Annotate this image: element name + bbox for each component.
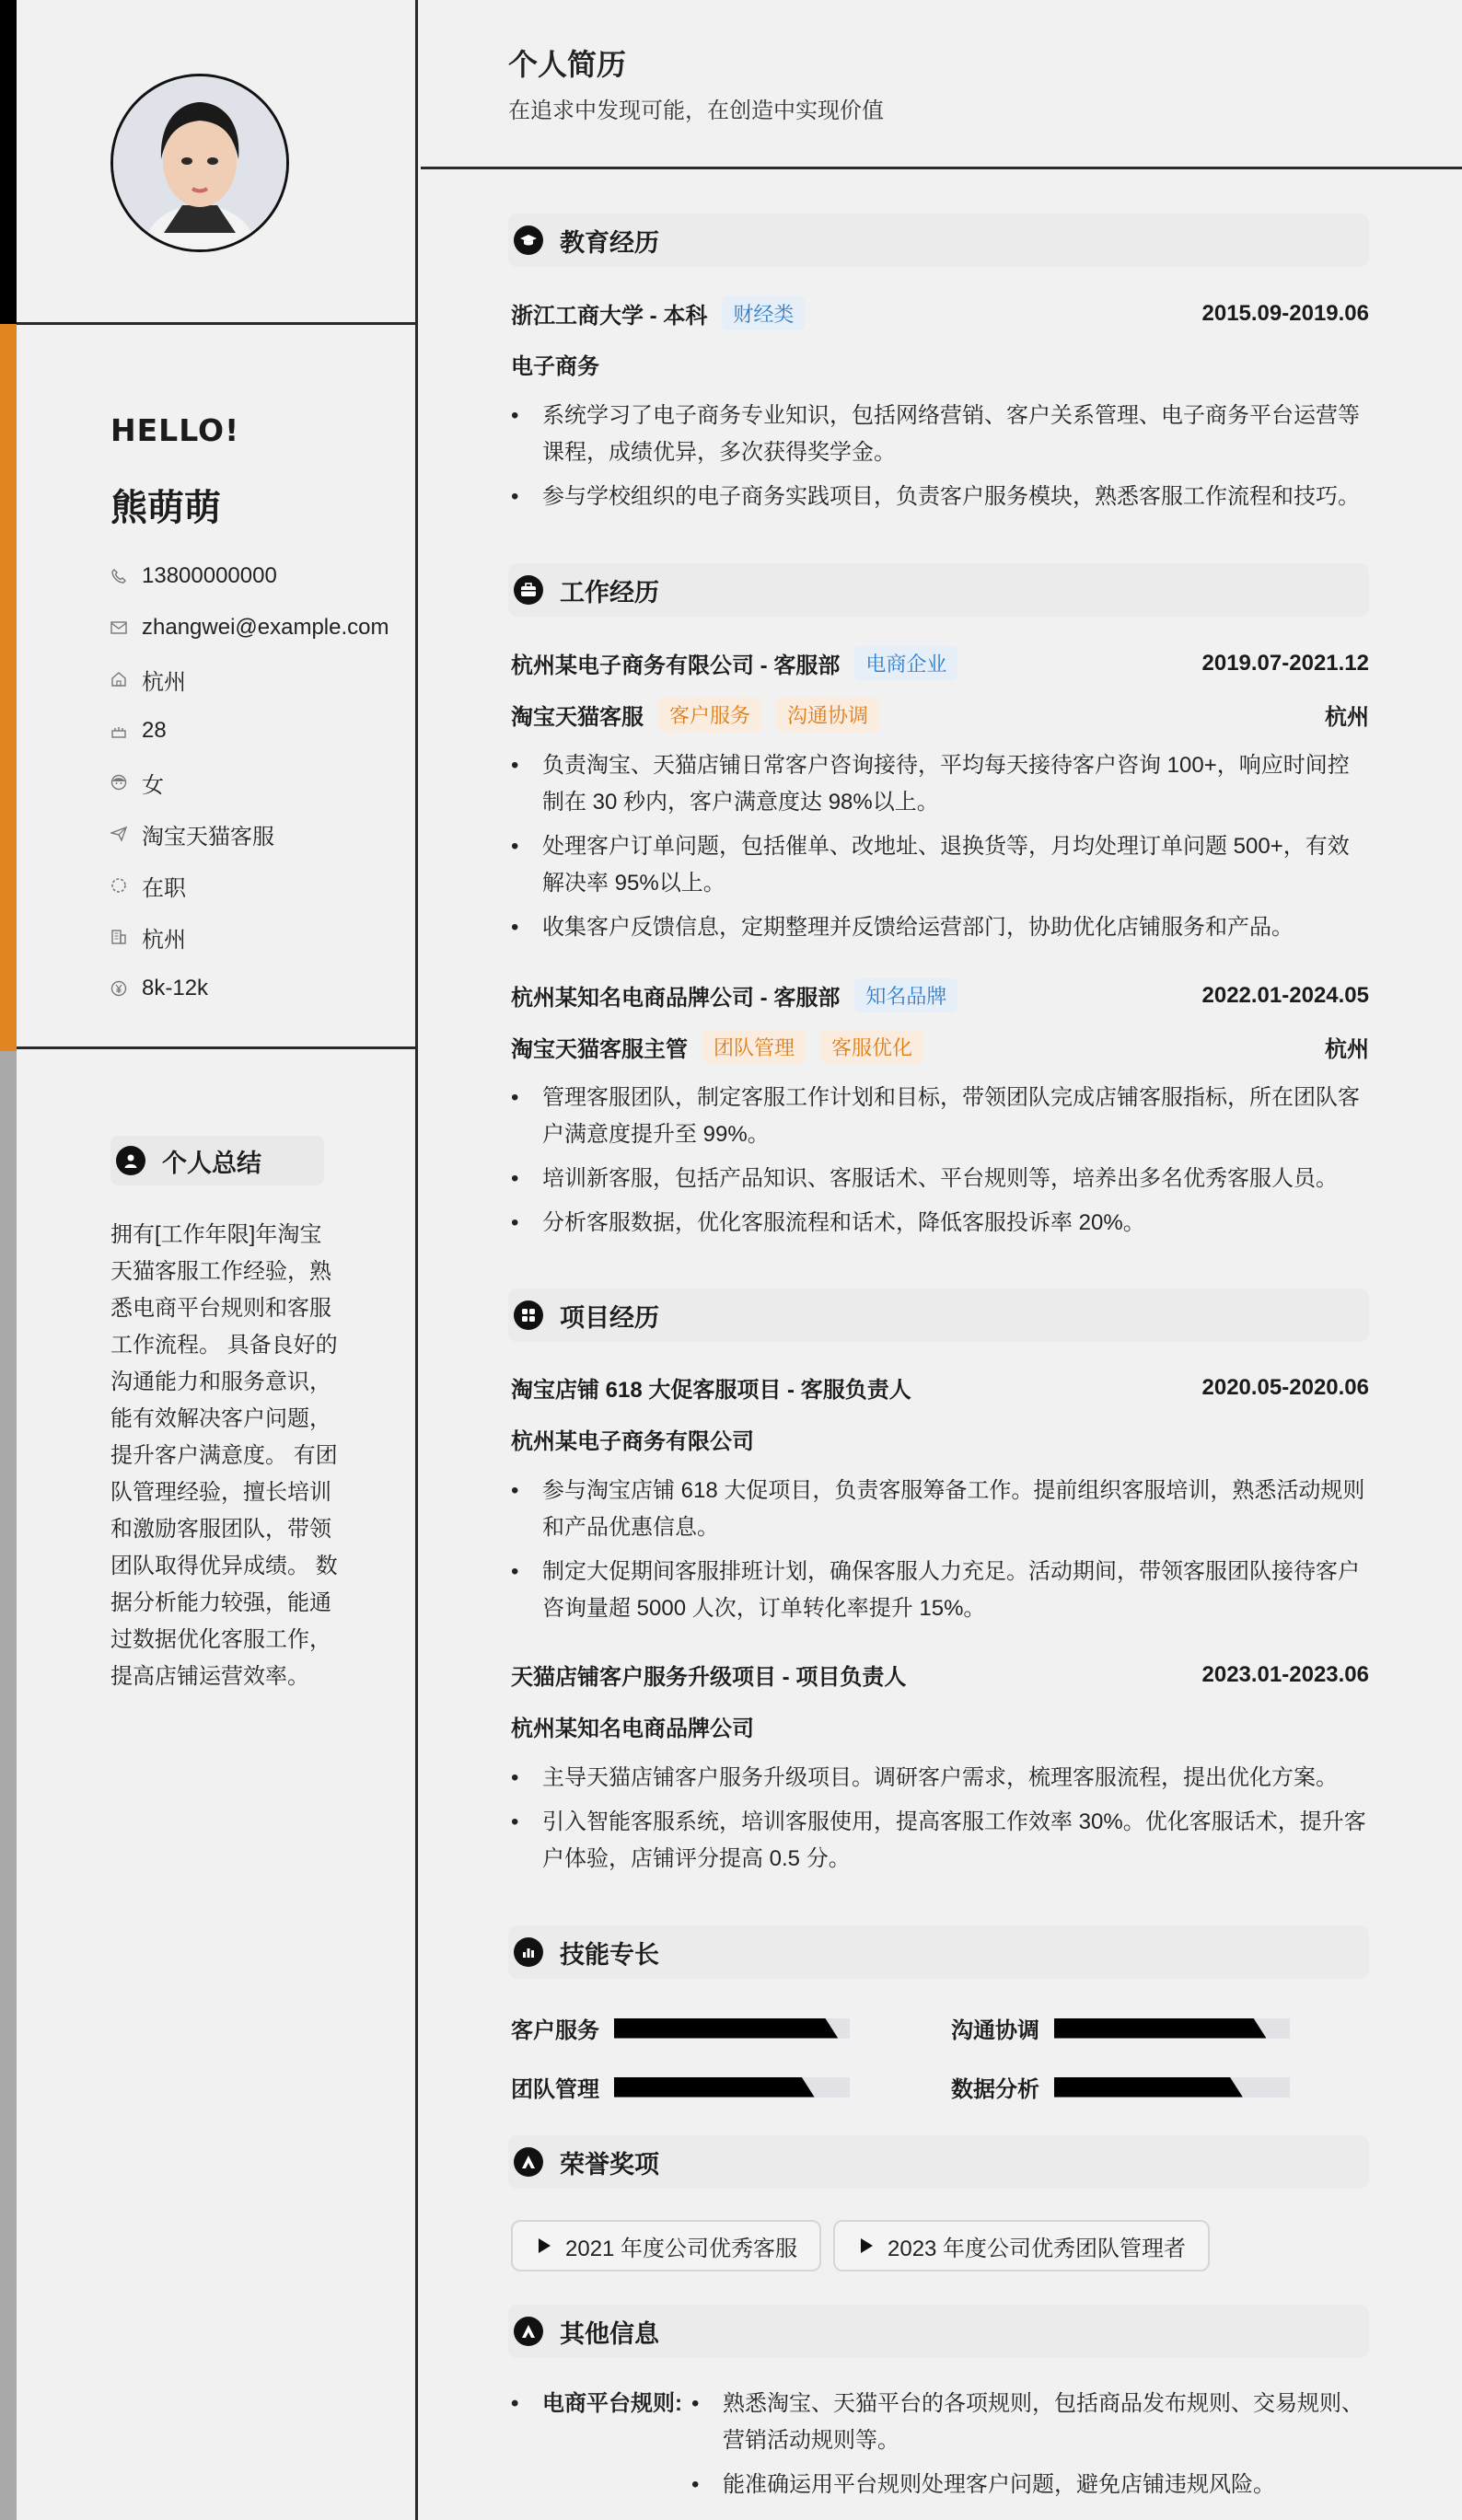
info-gender: [110, 757, 405, 808]
list-item: • 参与学校组织的电子商务实践项目，负责客户服务模块，熟悉客服工作流程和技巧。: [511, 479, 1369, 515]
education-header-row: [511, 296, 1369, 330]
grid-icon: [514, 1300, 543, 1330]
award-icon: [514, 2317, 543, 2346]
mail-icon: [110, 621, 142, 634]
list-item: • 参与淘宝店铺 618 大促项目，负责客服筹备工作。提前组织客服培训，熟悉活动规则和产品优惠信息。: [511, 1473, 1369, 1546]
job-bullets: [511, 1080, 1369, 1249]
gender-text: 女: [142, 772, 164, 798]
award-icon: [514, 2147, 543, 2177]
project-period: 2023.01-2023.06: [1201, 1661, 1369, 1687]
phone-text: 13800000000: [142, 563, 277, 588]
education-heading-text: 教育经历: [560, 228, 659, 257]
education-major: 电子商务: [511, 354, 599, 379]
skill-bar-fill: [614, 2018, 838, 2039]
skill-bar-track: [614, 2077, 850, 2098]
education-major-row: [511, 348, 1369, 380]
city-text: 杭州: [142, 927, 186, 953]
info-home: [110, 653, 405, 705]
home-text: 杭州: [142, 669, 186, 695]
summary-heading: [110, 1136, 324, 1185]
list-item: • 熟悉淘宝、天猫平台的各项规则，包括商品发布规则、交易规则、营销活动规则等。: [691, 2386, 1369, 2459]
skill-name: 客户服务: [511, 2018, 599, 2043]
projects-heading-text: 项目经历: [560, 1303, 659, 1332]
job-city: 杭州: [1325, 1037, 1369, 1062]
list-item: • 负责淘宝、天猫店铺日常客户咨询接待，平均每天接待客户咨询 100+，响应时间控制在 30 秒内，客户满意度达 98%以上。: [511, 747, 1369, 821]
job-bullets: [511, 747, 1369, 954]
project-company: 杭州某电子商务有限公司: [511, 1429, 754, 1454]
awards-heading: [508, 2135, 1369, 2189]
job-skill-tag: 沟通协调: [776, 698, 879, 732]
project-header-row: [511, 1659, 1369, 1691]
job-period: 2019.07-2021.12: [1201, 650, 1369, 676]
projects-heading: [508, 1289, 1369, 1342]
project-company-row: [511, 1423, 1369, 1455]
skill-name: 沟通协调: [951, 2018, 1039, 2043]
other-heading: [508, 2305, 1369, 2358]
job-tag: 电商企业: [854, 646, 957, 680]
skill-item: [951, 2071, 1290, 2103]
job-skill-tag: 团队管理: [702, 1030, 806, 1064]
main-content: [421, 0, 1462, 2520]
project-bullets: [511, 1760, 1369, 1885]
list-item: • 管理客服团队，制定客服工作计划和目标，带领团队完成店铺客服指标，所在团队客户满意度提升至 99%。: [511, 1080, 1369, 1153]
skills-heading-text: 技能专长: [560, 1940, 659, 1969]
other-heading-text: 其他信息: [560, 2319, 659, 2348]
list-item: • 系统学习了电子商务专业知识，包括网络营销、客户关系管理、电子商务平台运营等课程，成绩优异，多次获得奖学金。: [511, 398, 1369, 471]
contact-info-list: [110, 550, 405, 1014]
work-heading: [508, 563, 1369, 617]
job-role-row: [511, 1030, 1369, 1064]
list-item: • 主导天猫店铺客户服务升级项目。调研客户需求，梳理客服流程，提出优化方案。: [511, 1760, 1369, 1797]
salary-text: 8k-12k: [142, 976, 209, 1000]
education-heading: [508, 214, 1369, 267]
send-icon: [110, 826, 142, 842]
project-bullets: [511, 1473, 1369, 1635]
skills-heading: [508, 1925, 1369, 1979]
job-skill-tag: 客服优化: [820, 1030, 923, 1064]
job-tag: 知名品牌: [854, 978, 957, 1012]
info-position: [110, 808, 405, 860]
other-label: • 电商平台规则:: [511, 2386, 682, 2422]
skill-bar-track: [1054, 2077, 1290, 2098]
project-company: 杭州某知名电商品牌公司: [511, 1717, 754, 1741]
job-header-row: [511, 646, 1369, 680]
sidebar-strip-black: [0, 0, 17, 324]
awards-heading-text: 荣誉奖项: [560, 2150, 659, 2179]
sidebar: [0, 0, 418, 2520]
list-item: • 能准确运用平台规则处理客户问题，避免店铺违规风险。: [691, 2467, 1369, 2503]
list-item: • 分析客服数据，优化客服流程和话术，降低客服投诉率 20%。: [511, 1205, 1369, 1242]
sidebar-divider: [17, 1046, 415, 1049]
cake-icon: [110, 722, 142, 739]
avatar: [110, 74, 289, 252]
list-item: • 培训新客服，包括产品知识、客服话术、平台规则等，培养出多名优秀客服人员。: [511, 1161, 1369, 1197]
sidebar-divider: [17, 322, 415, 325]
avatar-portrait: [113, 76, 286, 249]
work-heading-text: 工作经历: [560, 578, 659, 607]
job-city: 杭州: [1325, 705, 1369, 730]
home-icon: [110, 671, 142, 688]
skill-bar-fill: [1054, 2077, 1243, 2098]
info-status: [110, 860, 405, 911]
sidebar-strip-orange: [0, 324, 17, 1051]
skill-bar-track: [1054, 2018, 1290, 2039]
skill-name: 团队管理: [511, 2077, 599, 2102]
page-title: 个人简历: [508, 48, 627, 81]
info-email: [110, 602, 405, 653]
skill-item: [951, 2012, 1290, 2044]
status-text: 在职: [142, 875, 186, 901]
job-company: 杭州某电子商务有限公司 - 客服部: [511, 653, 841, 678]
job-header-row: [511, 978, 1369, 1012]
play-icon: [861, 2238, 873, 2253]
skill-item: [511, 2071, 850, 2103]
bar-chart-icon: [514, 1937, 543, 1967]
award-item: [833, 2220, 1210, 2271]
project-period: 2020.05-2020.06: [1201, 1374, 1369, 1400]
school-name: 浙江工商大学 - 本科: [511, 304, 708, 329]
info-phone: [110, 550, 405, 602]
job-company: 杭州某知名电商品牌公司 - 客服部: [511, 986, 841, 1011]
list-item: • 引入智能客服系统，培训客服使用，提高客服工作效率 30%。优化客服话术，提升客户体验，店铺评分提高 0.5 分。: [511, 1804, 1369, 1878]
person-icon: [116, 1146, 145, 1175]
skill-item: [511, 2012, 850, 2044]
list-item: • 制定大促期间客服排班计划，确保客服人力充足。活动期间，带领客服团队接待客户咨询量超 5000 人次，订单转化率提升 15%。: [511, 1554, 1369, 1627]
education-period: 2015.09-2019.06: [1201, 300, 1369, 326]
job-role: 淘宝天猫客服: [511, 705, 644, 730]
project-name: 天猫店铺客户服务升级项目 - 项目负责人: [511, 1665, 907, 1690]
play-icon: [539, 2238, 551, 2253]
page-subtitle: 在追求中发现可能，在创造中实现价值: [508, 98, 884, 123]
project-header-row: [511, 1371, 1369, 1404]
project-company-row: [511, 1710, 1369, 1742]
summary-text: 拥有[工作年限]年淘宝天猫客服工作经验，熟悉电商平台规则和客服工作流程。 具备良好的沟通能力和服务意识，能有效解决客户问题，提升客户满意度。 有团队管理经验，擅长培训和激励客服团队，带领团队取得优异成绩。 数据分析能力较强，能通过数据优化客服工作，提高店铺运营效率。: [110, 1222, 338, 1689]
other-info: [511, 2386, 1369, 2511]
school-tag: 财经类: [722, 296, 805, 330]
briefcase-icon: [514, 575, 543, 605]
skill-bar-track: [614, 2018, 850, 2039]
award-item: [511, 2220, 821, 2271]
graduation-cap-icon: [514, 225, 543, 255]
status-icon: [110, 877, 142, 894]
header-divider: [421, 167, 1462, 169]
job-role-row: [511, 698, 1369, 732]
skill-name: 数据分析: [951, 2077, 1039, 2102]
job-role: 淘宝天猫客服主管: [511, 1037, 688, 1062]
list-item: • 收集客户反馈信息，定期整理并反馈给运营部门，协助优化店铺服务和产品。: [511, 909, 1369, 946]
sidebar-strip-gray: [0, 1051, 17, 2520]
email-text: zhangwei@example.com: [142, 615, 389, 640]
building-icon: [110, 929, 142, 945]
award-text: 2021 年度公司优秀客服: [565, 2236, 798, 2261]
info-salary: [110, 963, 405, 1014]
phone-icon: [110, 568, 142, 584]
info-age: [110, 705, 405, 757]
education-bullets: [511, 398, 1369, 523]
position-text: 淘宝天猫客服: [142, 824, 274, 850]
skill-bar-fill: [1054, 2018, 1266, 2039]
face-icon: [110, 774, 142, 791]
other-bullets: [691, 2386, 1369, 2503]
award-text: 2023 年度公司优秀团队管理者: [888, 2236, 1187, 2261]
list-item: • 处理客户订单问题，包括催单、改地址、退换货等，月均处理订单问题 500+，有效解决率 95%以上。: [511, 828, 1369, 902]
job-period: 2022.01-2024.05: [1201, 982, 1369, 1008]
project-name: 淘宝店铺 618 大促客服项目 - 客服负责人: [511, 1378, 911, 1403]
skill-bar-fill: [614, 2077, 815, 2098]
yen-icon: [110, 980, 142, 997]
age-text: 28: [142, 718, 167, 743]
hello-heading: HELLO!: [110, 412, 240, 448]
summary-heading-text: 个人总结: [162, 1149, 261, 1177]
info-city: [110, 911, 405, 963]
candidate-name: 熊萌萌: [110, 488, 221, 528]
job-skill-tag: 客户服务: [658, 698, 761, 732]
